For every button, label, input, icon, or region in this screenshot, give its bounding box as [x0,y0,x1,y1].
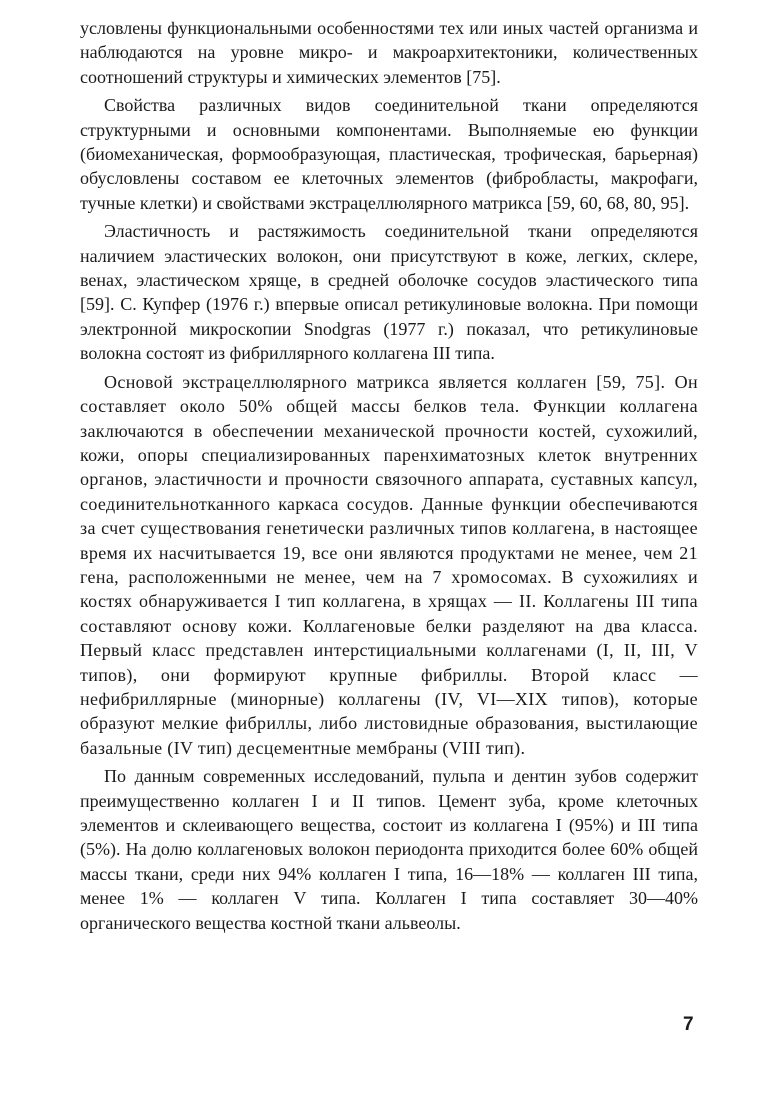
paragraph-4: Основой экстрацеллюлярного матрикса является коллаген [59, 75]. Он составляет около 50% общей массы белков тела. Функции коллагена заключаются в обеспечении механической прочности костей, сухожилий, кожи, опоры специализированных паренхиматозных клеток внутренних органов, эластичности и прочности связочного аппарата, суставных капсул, соединительнотканного каркаса сосудов. Данные функции обеспечиваются за счет существования генетически различных типов коллагена, в настоящее время их насчитывается 19, все они являются продуктами не менее, чем 21 гена, расположенными не менее, чем на 7 хромосомах. В сухожилиях и костях обнаруживается I тип коллагена, в хрящах — II. Коллагены III типа составляют основу кожи. Коллагеновые белки разделяют на два класса. Первый класс представлен интерстициальными коллагенами (I, II, III, V типов), они формируют крупные фибриллы. Второй класс — нефибриллярные (минорные) коллагены (IV, VI—XIX типов), которые образуют мелкие фибриллы, либо листовидные образования, выстилающие базальные (IV тип) десцементные мембраны (VIII тип). [80,371,698,758]
page-number: 7 [683,1014,694,1035]
page-body [80,16,698,939]
paragraph-1: условлены функциональными особенностями тех или иных частей организма и наблюдаются на уровне микро- и макроархитектоники, количественных соотношений структуры и химических элементов [75]. [80,18,698,87]
paragraph-5: По данным современных исследований, пульпа и дентин зубов содержит преимущественно коллаген I и II типов. Цемент зуба, кроме клеточных элементов и склеивающего вещества, состоит из коллагена I (95%) и III типа (5%). На долю коллагеновых волокон периодонта приходится более 60% общей массы ткани, среди них 94% коллаген I типа, 16—18% — коллаген III типа, менее 1% — коллаген V типа. Коллаген I типа составляет 30—40% органического вещества костной ткани альвеолы. [80,766,698,933]
paragraph-3: Эластичность и растяжимость соединительной ткани определяются наличием эластических волокон, они присутствуют в коже, легких, склере, венах, эластическом хряще, в средней оболочке сосудов эластического типа [59]. С. Купфер (1976 г.) впервые описал ретикулиновые волокна. При помощи электронной микроскопии Snodgras (1977 г.) показал, что ретикулиновые волокна состоят из фибриллярного коллагена III типа. [80,221,698,364]
paragraph-2: Свойства различных видов соединительной ткани определяются структурными и основными компонентами. Выполняемые ею функции (биомеханическая, формообразующая, пластическая, трофическая, барьерная) обусловлены составом ее клеточных элементов (фибробласты, макрофаги, тучные клетки) и свойствами экстрацеллюлярного матрикса [59, 60, 68, 80, 95]. [80,95,698,213]
